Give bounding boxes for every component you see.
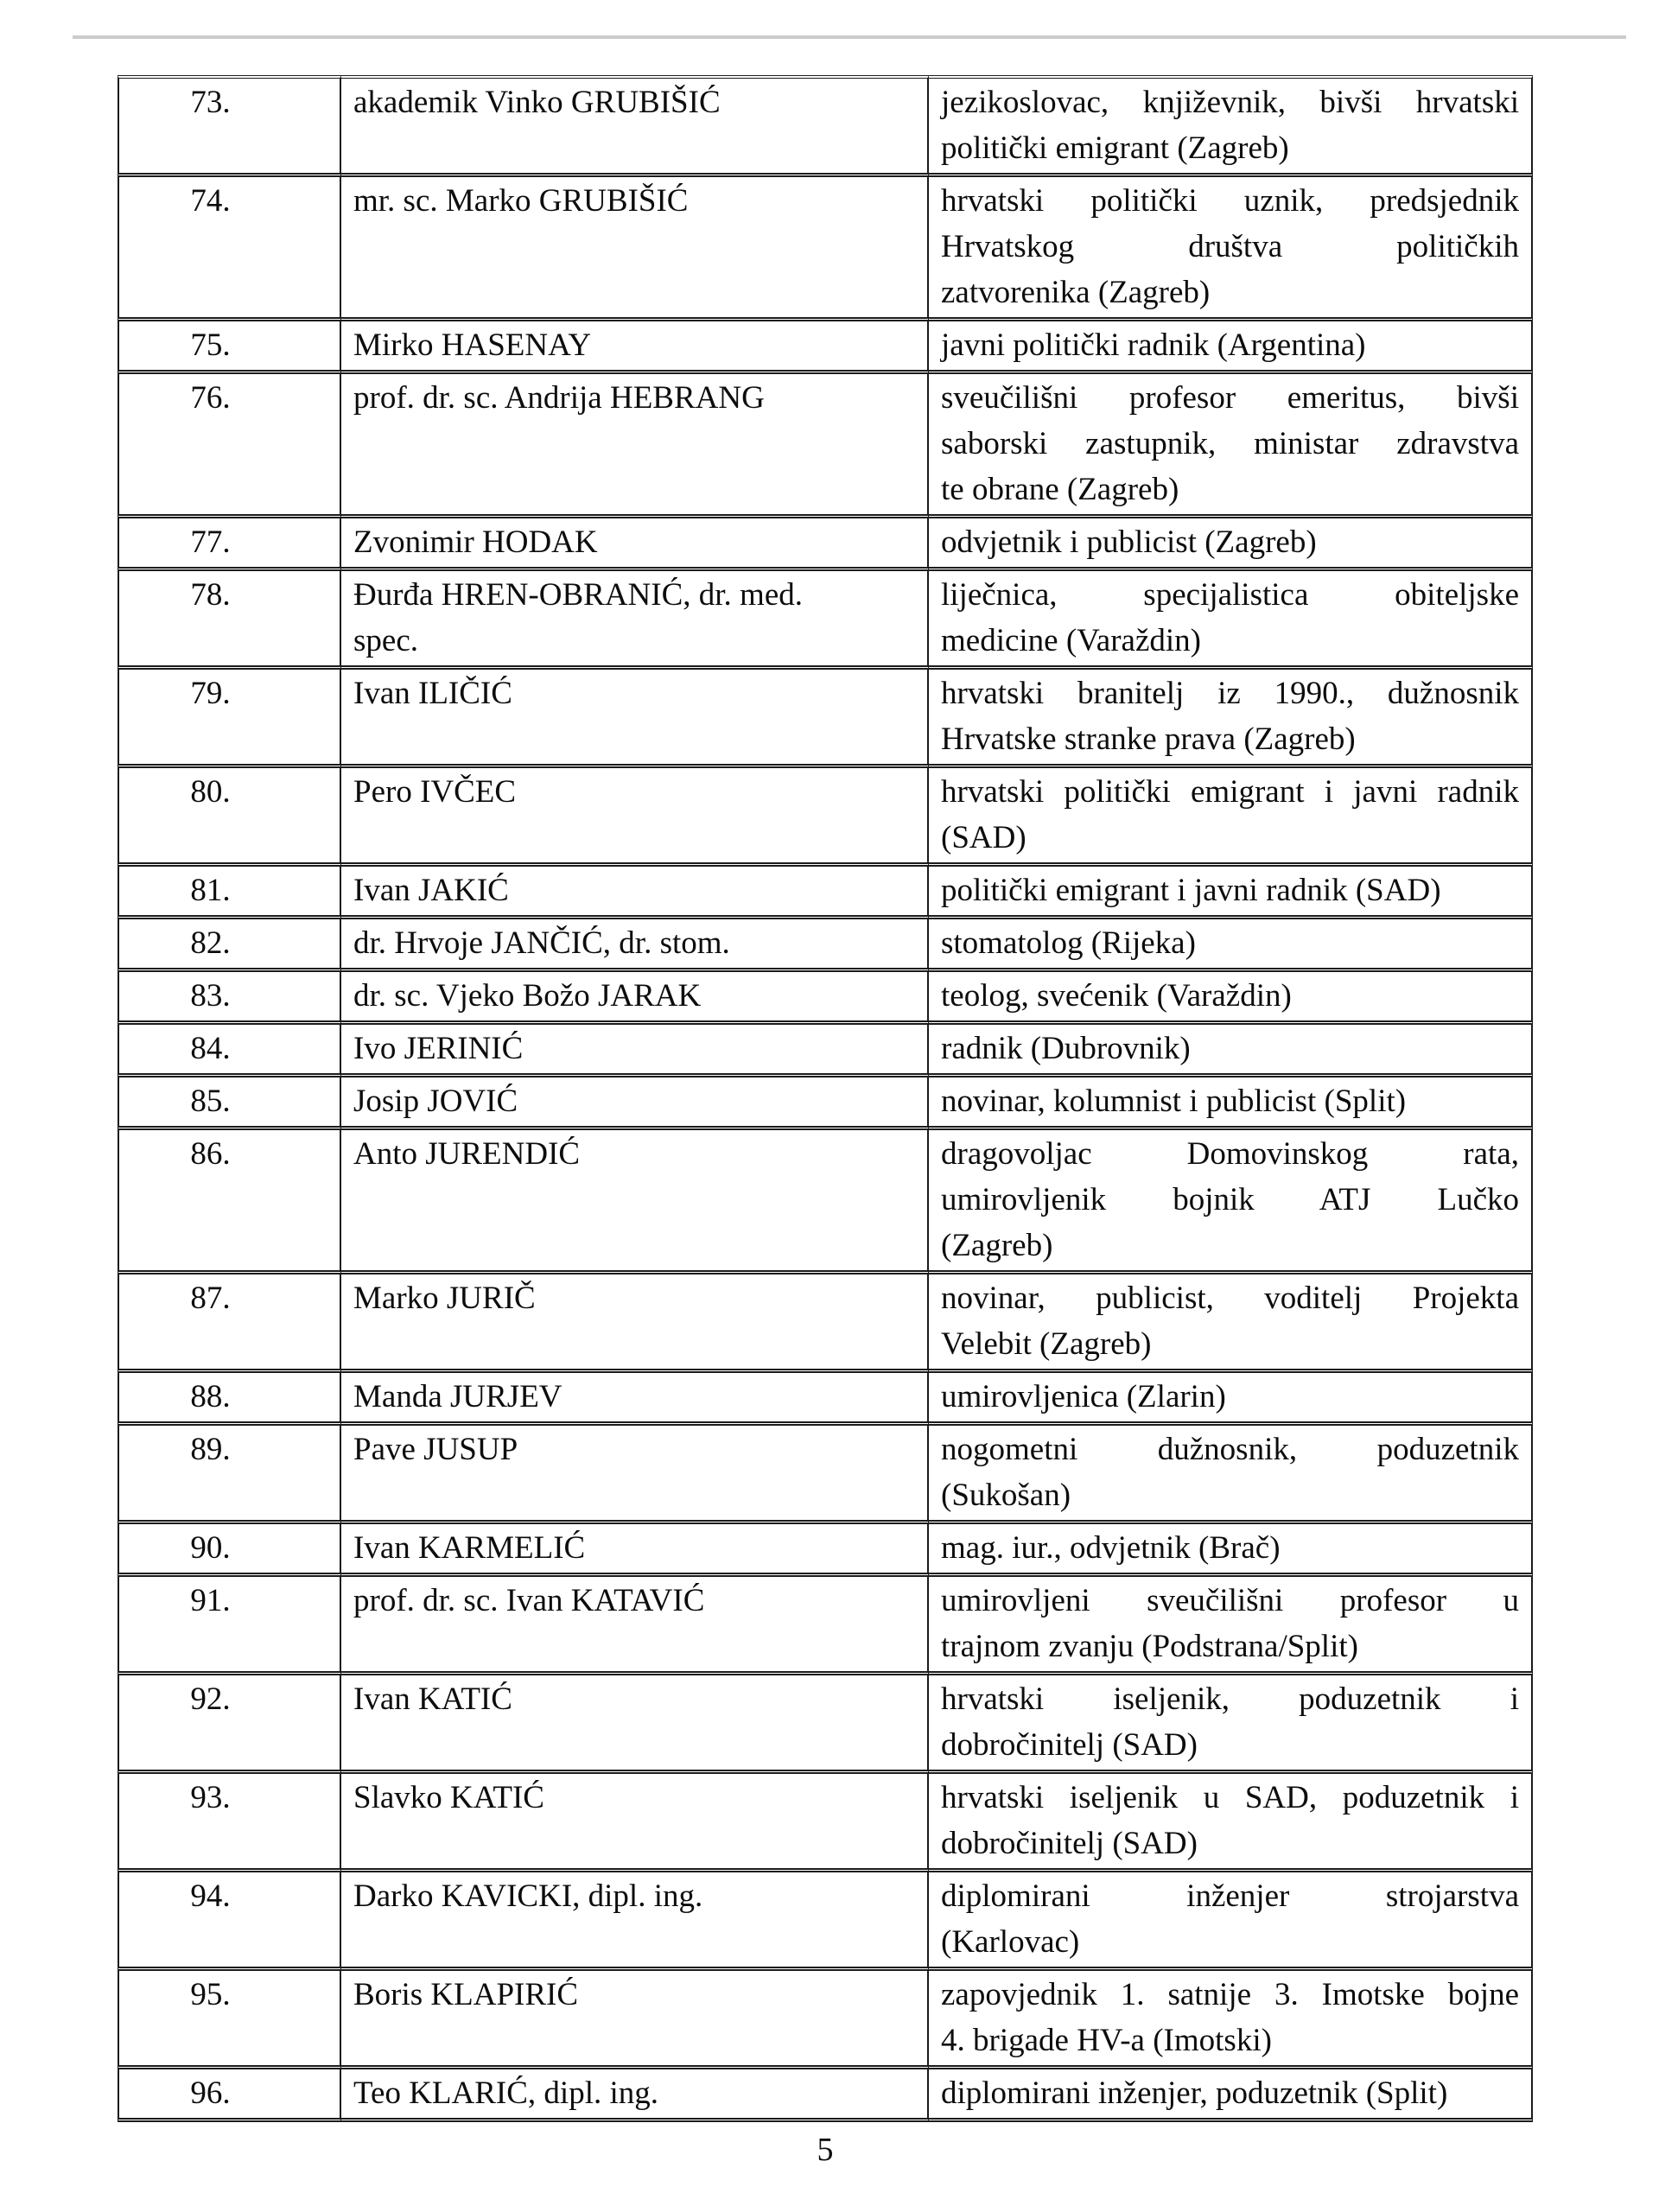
text-line: dobročinitelj (SAD) [941,1826,1198,1861]
table-row [118,768,1533,867]
text-line: Slavko KATIĆ [353,1780,544,1815]
text-line: umirovljenik bojnik ATJ Lučko [941,1182,1519,1217]
text-line: te obrane (Zagreb) [941,472,1179,507]
text-line: zatvorenika (Zagreb) [941,275,1211,310]
row-description [929,670,1533,768]
table-row [118,75,1533,177]
table-row [118,670,1533,768]
row-description [929,1373,1533,1426]
text-line: stomatolog (Rijeka) [941,925,1196,961]
text-line: saborski zastupnik, ministar zdravstva [941,426,1519,461]
row-description [929,75,1533,177]
row-description [929,1426,1533,1524]
text-line: odvjetnik i publicist (Zagreb) [941,524,1317,560]
table-row [118,321,1533,374]
row-description [929,571,1533,670]
text-line: Teo KLARIĆ, dipl. ing. [353,2075,658,2111]
page-number: 5 [817,2132,834,2168]
table-row [118,1524,1533,1577]
table-row [118,1577,1533,1675]
table-row [118,1971,1533,2069]
row-description [929,1077,1533,1130]
row-number: 80. [118,768,341,867]
row-number: 82. [118,919,341,972]
text-line: nogometni dužnosnik, poduzetnik [941,1432,1519,1467]
text-line: Ivan JAKIĆ [353,873,509,908]
row-description [929,768,1533,867]
row-description [929,1130,1533,1274]
scan-artifact-line [73,35,1626,39]
text-line: Manda JURJEV [353,1379,563,1414]
text-line: Boris KLAPIRIĆ [353,1977,579,2012]
text-line: mr. sc. Marko GRUBIŠIĆ [353,183,689,219]
table-row [118,177,1533,321]
text-line: umirovljeni sveučilišni profesor u [941,1583,1519,1618]
text-line: sveučilišni profesor emeritus, bivši [941,380,1519,416]
text-line: prof. dr. sc. Ivan KATAVIĆ [353,1583,705,1618]
table-row [118,1675,1533,1774]
row-name [341,768,929,867]
row-number: 92. [118,1675,341,1774]
row-name [341,670,929,768]
text-line: politički emigrant i javni radnik (SAD) [941,873,1441,908]
table-row [118,1077,1533,1130]
row-description [929,1971,1533,2069]
table-row [118,919,1533,972]
row-name [341,1274,929,1373]
text-line: spec. [353,623,418,658]
row-description [929,374,1533,518]
text-line: trajnom zvanju (Podstrana/Split) [941,1629,1358,1664]
row-name [341,972,929,1025]
text-line: politički emigrant (Zagreb) [941,130,1289,166]
text-line: dr. sc. Vjeko Božo JARAK [353,978,702,1014]
row-number: 79. [118,670,341,768]
row-description [929,919,1533,972]
row-number: 83. [118,972,341,1025]
row-name [341,1426,929,1524]
row-name [341,1524,929,1577]
text-line: (Karlovac) [941,1924,1080,1960]
row-number: 94. [118,1872,341,1971]
text-line: (Zagreb) [941,1228,1053,1263]
text-line: Pave JUSUP [353,1432,518,1467]
row-name [341,177,929,321]
row-description [929,867,1533,919]
row-description [929,972,1533,1025]
text-line: Ivan KARMELIĆ [353,1530,586,1566]
text-line: Velebit (Zagreb) [941,1326,1152,1362]
text-line: diplomirani inženjer strojarstva [941,1878,1519,1914]
row-number: 73. [118,75,341,177]
text-line: Ivan KATIĆ [353,1681,512,1717]
table-row [118,1274,1533,1373]
text-line: Anto JURENDIĆ [353,1136,581,1172]
row-name [341,1373,929,1426]
text-line: diplomirani inženjer, poduzetnik (Split) [941,2075,1448,2111]
text-line: Ivan ILIČIĆ [353,676,512,711]
row-description [929,1774,1533,1872]
table-row [118,1426,1533,1524]
row-name [341,1130,929,1274]
row-name [341,1675,929,1774]
text-line: medicine (Varaždin) [941,623,1201,658]
row-description [929,1025,1533,1077]
table-body [118,75,1533,2122]
text-line: jezikoslovac, književnik, bivši hrvatski [941,85,1519,120]
row-number: 96. [118,2069,341,2122]
text-line: hrvatski iseljenik u SAD, poduzetnik i [941,1780,1519,1815]
text-line: akademik Vinko GRUBIŠIĆ [353,85,721,120]
text-line: teolog, svećenik (Varaždin) [941,978,1292,1014]
row-description [929,1675,1533,1774]
table-row [118,571,1533,670]
row-number: 89. [118,1426,341,1524]
row-name [341,1577,929,1675]
row-name [341,2069,929,2122]
row-name [341,321,929,374]
row-description [929,1872,1533,1971]
row-description [929,2069,1533,2122]
row-number: 88. [118,1373,341,1426]
table-row [118,867,1533,919]
row-name [341,1077,929,1130]
text-line: hrvatski branitelj iz 1990., dužnosnik [941,676,1519,711]
row-name [341,571,929,670]
row-name [341,1025,929,1077]
table-row [118,1872,1533,1971]
row-name [341,1971,929,2069]
text-line: hrvatski politički emigrant i javni radnik [941,774,1519,810]
text-line: Josip JOVIĆ [353,1084,518,1119]
text-line: Ivo JERINIĆ [353,1031,524,1066]
text-line: mag. iur., odvjetnik (Brač) [941,1530,1281,1566]
row-description [929,321,1533,374]
row-name [341,1872,929,1971]
row-description [929,1274,1533,1373]
text-line: (SAD) [941,820,1027,855]
text-line: Hrvatske stranke prava (Zagreb) [941,721,1356,757]
table-row [118,1130,1533,1274]
text-line: Marko JURIČ [353,1281,536,1316]
text-line: hrvatski politički uznik, predsjednik [941,183,1519,219]
text-line: umirovljenica (Zlarin) [941,1379,1226,1414]
text-line: Mirko HASENAY [353,327,592,363]
table-row [118,2069,1533,2122]
text-line: Darko KAVICKI, dipl. ing. [353,1878,703,1914]
text-line: novinar, kolumnist i publicist (Split) [941,1084,1407,1119]
row-number: 91. [118,1577,341,1675]
text-line: Đurđa HREN-OBRANIĆ, dr. med. [353,577,804,613]
table-row [118,374,1533,518]
text-line: Hrvatskog društva političkih [941,229,1519,264]
table-row [118,518,1533,571]
text-line: (Sukošan) [941,1478,1071,1513]
text-line: 4. brigade HV-a (Imotski) [941,2023,1272,2058]
row-name [341,518,929,571]
text-line: dobročinitelj (SAD) [941,1727,1198,1763]
row-number: 84. [118,1025,341,1077]
text-line: dragovoljac Domovinskog rata, [941,1136,1519,1172]
row-number: 90. [118,1524,341,1577]
row-name [341,374,929,518]
table-row [118,1025,1533,1077]
text-line: Zvonimir HODAK [353,524,598,560]
row-number: 78. [118,571,341,670]
row-name [341,1774,929,1872]
text-line: zapovjednik 1. satnije 3. Imotske bojne [941,1977,1519,2012]
signatories-table [118,75,1533,2122]
row-number: 76. [118,374,341,518]
row-number: 87. [118,1274,341,1373]
row-description [929,177,1533,321]
row-name [341,867,929,919]
row-name [341,919,929,972]
row-number: 74. [118,177,341,321]
table-row [118,1373,1533,1426]
text-line: javni politički radnik (Argentina) [941,327,1366,363]
text-line: dr. Hrvoje JANČIĆ, dr. stom. [353,925,730,961]
text-line: Pero IVČEC [353,774,517,810]
text-line: prof. dr. sc. Andrija HEBRANG [353,380,765,416]
text-line: hrvatski iseljenik, poduzetnik i [941,1681,1519,1717]
row-number: 81. [118,867,341,919]
table-row [118,1774,1533,1872]
table-row [118,972,1533,1025]
text-line: liječnica, specijalistica obiteljske [941,577,1519,613]
row-number: 85. [118,1077,341,1130]
row-number: 77. [118,518,341,571]
row-description [929,518,1533,571]
row-number: 86. [118,1130,341,1274]
text-line: novinar, publicist, voditelj Projekta [941,1281,1519,1316]
row-number: 95. [118,1971,341,2069]
row-name [341,75,929,177]
row-description [929,1524,1533,1577]
row-number: 75. [118,321,341,374]
row-description [929,1577,1533,1675]
row-number: 93. [118,1774,341,1872]
text-line: radnik (Dubrovnik) [941,1031,1191,1066]
